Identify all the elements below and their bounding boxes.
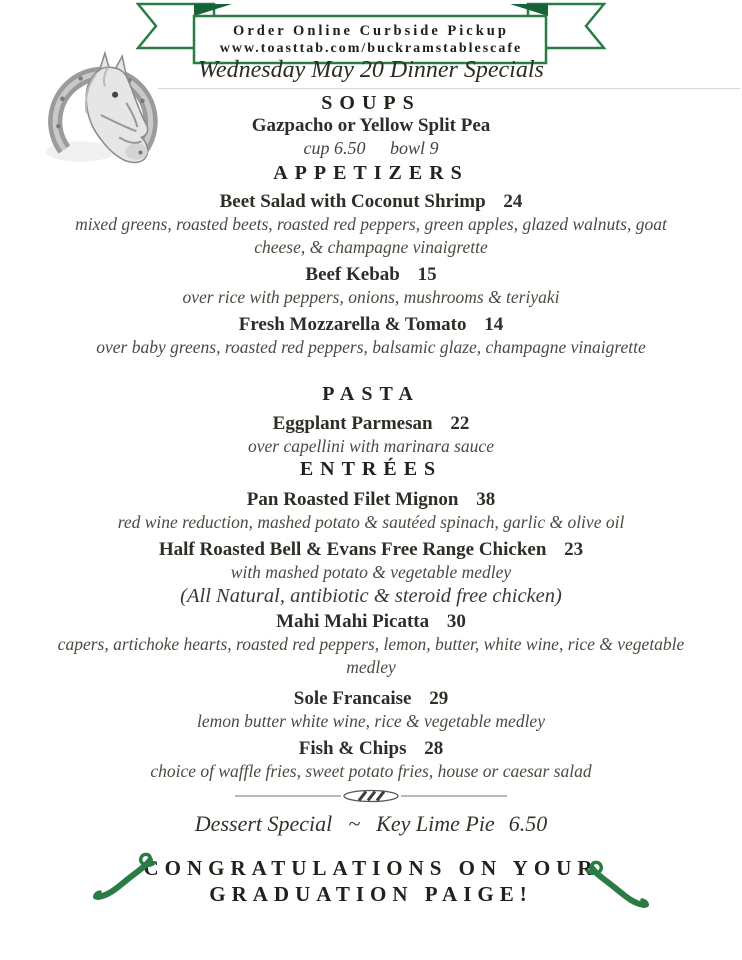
item-desc: over rice with peppers, onions, mushrooms & teriyaki	[182, 287, 560, 307]
item-price: 24	[503, 191, 523, 212]
menu-item-name	[0, 538, 742, 561]
item-desc: over baby greens, roasted red peppers, balsamic glaze, champagne vinaigrette	[96, 337, 646, 357]
item-price: 28	[424, 738, 444, 759]
dessert-special-line	[0, 811, 742, 837]
section-heading-entrees: ENTRÉES	[299, 458, 443, 480]
dessert-price: 6.50	[508, 811, 548, 836]
congrats-block	[0, 855, 742, 907]
soup-item-name: Gazpacho or Yellow Split Pea	[251, 115, 491, 136]
dessert-name: Key Lime Pie	[376, 811, 495, 836]
section-heading-soups: SOUPS	[321, 92, 421, 114]
banner-url-text: www.toasttab.com/buckramstablescafe	[219, 41, 523, 56]
item-name: Fresh Mozzarella & Tomato	[238, 314, 467, 335]
item-price: 30	[446, 611, 466, 632]
item-price: 23	[564, 539, 584, 560]
date-title: Wednesday May 20 Dinner Specials	[198, 57, 544, 83]
item-name: Pan Roasted Filet Mignon	[246, 489, 459, 510]
congrats-line-1: CONGRATULATIONS ON YOUR	[143, 856, 599, 880]
dessert-separator: ~	[348, 811, 361, 836]
dessert-label: Dessert Special	[194, 811, 333, 836]
section-heading-appetizers: APPETIZERS	[273, 162, 469, 184]
menu-item-name	[0, 610, 742, 633]
congrats-line-2: GRADUATION PAIGE!	[209, 882, 533, 906]
menu-item-name	[0, 190, 742, 213]
soup-bowl-price: bowl 9	[389, 138, 439, 158]
menu-item-name	[0, 263, 742, 286]
item-desc: capers, artichoke hearts, roasted red peppers, lemon, butter, white wine, rice & vegetable medley	[57, 634, 685, 677]
item-desc: with mashed potato & vegetable medley	[230, 562, 512, 582]
item-price: 38	[476, 489, 496, 510]
item-desc: choice of waffle fries, sweet potato fries, house or caesar salad	[150, 761, 592, 781]
item-price: 22	[450, 413, 470, 434]
menu-item-name	[0, 737, 742, 760]
chicken-note: (All Natural, antibiotic & steroid free chicken)	[180, 585, 562, 607]
item-desc: over capellini with marinara sauce	[248, 436, 494, 456]
item-name: Fish & Chips	[298, 738, 407, 759]
item-price: 14	[484, 314, 504, 335]
item-desc: red wine reduction, mashed potato & sautéed spinach, garlic & olive oil	[117, 512, 625, 532]
rope-divider-icon	[235, 789, 507, 803]
item-name: Sole Francaise	[293, 688, 412, 709]
item-name: Half Roasted Bell & Evans Free Range Chicken	[158, 539, 547, 560]
flourish-right-icon	[584, 859, 650, 913]
item-desc: lemon butter white wine, rice & vegetable medley	[197, 711, 545, 731]
item-name: Eggplant Parmesan	[272, 413, 433, 434]
item-price: 29	[429, 688, 449, 709]
soup-prices	[0, 137, 742, 160]
menu-item-name	[0, 488, 742, 511]
item-name: Beef Kebab	[305, 264, 400, 285]
soup-cup-price: cup 6.50	[303, 138, 366, 158]
item-name: Mahi Mahi Picatta	[276, 611, 430, 632]
menu-item-name	[0, 313, 742, 336]
banner-headline: Order Online Curbside Pickup	[233, 23, 509, 39]
menu-item-name	[0, 687, 742, 710]
item-price: 15	[417, 264, 437, 285]
menu-body	[0, 92, 742, 907]
header-rule	[158, 88, 740, 89]
menu-item-name	[0, 412, 742, 435]
item-desc: mixed greens, roasted beets, roasted red peppers, green apples, glazed walnuts, goat cheese, & champagne vinaigrette	[75, 214, 667, 257]
flourish-left-icon	[92, 851, 158, 905]
item-name: Beet Salad with Coconut Shrimp	[219, 191, 486, 212]
section-heading-pasta: PASTA	[322, 383, 420, 405]
